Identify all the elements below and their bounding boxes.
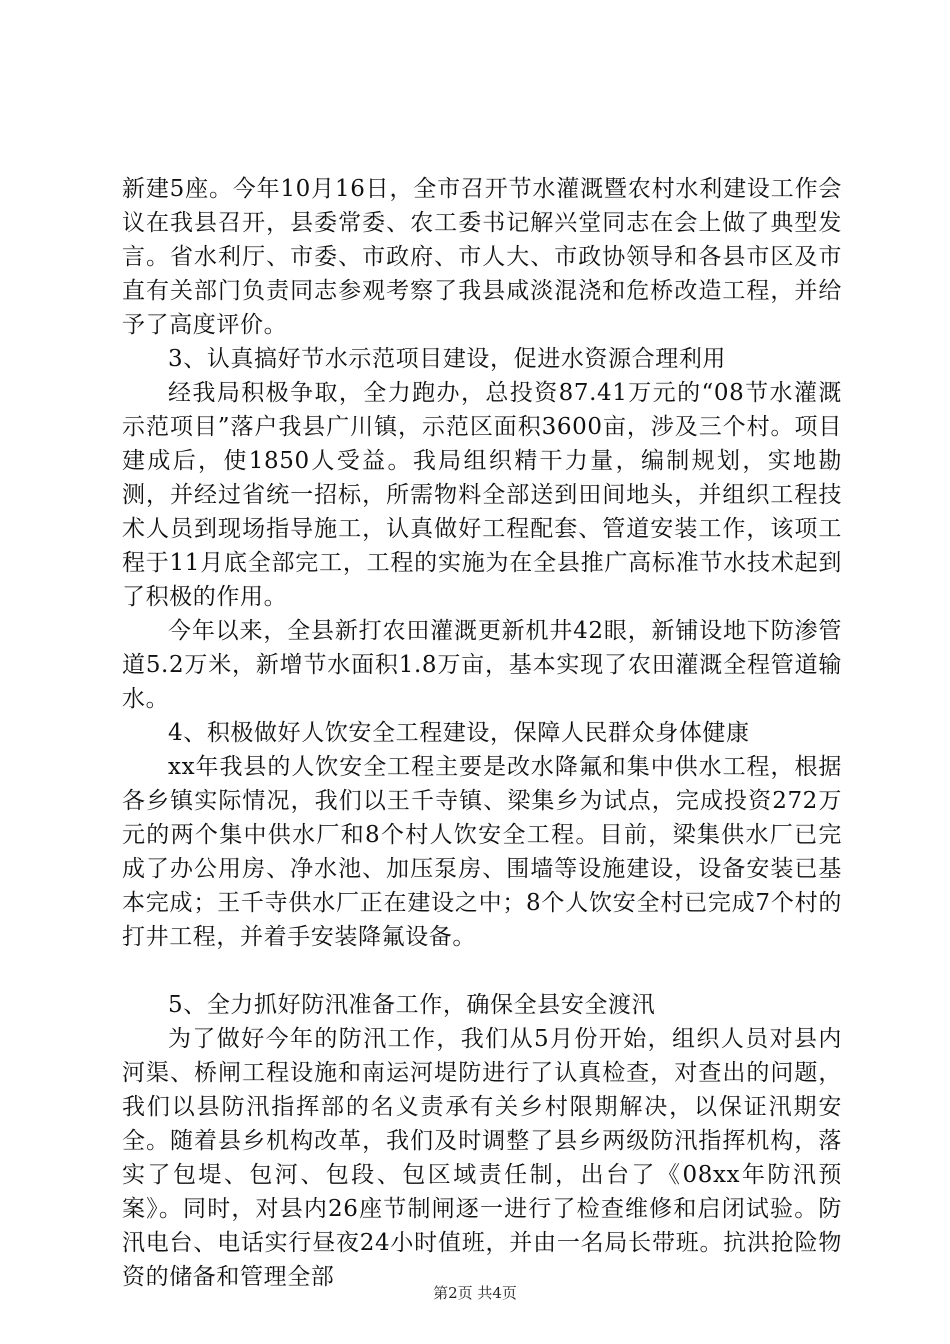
paragraph-wells-pipes: 今年以来，全县新打农田灌溉更新机井42眼，新铺设地下防渗管道5.2万米，新增节水面积1.8万亩，基本实现了农田灌溉全程管道输水。	[122, 618, 842, 712]
page-footer: 第2页 共4页	[433, 1284, 517, 1302]
paragraph-drinking-water: xx年我县的人饮安全工程主要是改水降氟和集中供水工程，根据各乡镇实际情况，我们以王千寺镇、梁集乡为试点，完成投资272万元的两个集中供水厂和8个村人饮安全工程。目前，梁集供水厂已完成了办公用房、净水池、加压泵房、围墙等设施建设，设备安装已基本完成；王千寺供水厂正在建设之中；8个人饮安全村已完成7个村的打井工程，并着手安装降氟设备。	[122, 754, 842, 950]
section-heading-4: 4、积极做好人饮安全工程建设，保障人民群众身体健康	[168, 720, 750, 746]
paragraph-water-saving-project: 经我局积极争取，全力跑办，总投资87.41万元的“08节水灌溉示范项目”落户我县广川镇，示范区面积3600亩，涉及三个村。项目建成后，使1850人受益。我局组织精干力量，编制规划，实地勘测，并经过省统一招标，所需物料全部送到田间地头，并组织工程技术人员到现场指导施工，认真做好工程配套、管道安装工作，该项工程于11月底全部完工，工程的实施为在全县推广高标准节水技术起到了积极的作用。	[122, 380, 842, 610]
paragraph-flood-prevention: 为了做好今年的防汛工作，我们从5月份开始，组织人员对县内河渠、桥闸工程设施和南运河堤防进行了认真检查，对查出的问题，我们以县防汛指挥部的名义责承有关乡村限期解决，以保证汛期安全。随着县乡机构改革，我们及时调整了县乡两级防汛指挥机构，落实了包堤、包河、包段、包区域责任制，出台了《08xx年防汛预案》。同时，对县内26座节制闸逐一进行了检查维修和启闭试验。防汛电台、电话实行昼夜24小时值班，并由一名局长带班。抗洪抢险物资的储备和管理全部	[122, 1026, 842, 1290]
document-body	[122, 172, 842, 1294]
section-heading-3: 3、认真搞好节水示范项目建设，促进水资源合理利用	[168, 346, 727, 372]
paragraph-continued: 新建5座。今年10月16日，全市召开节水灌溉暨农村水利建设工作会议在我县召开，县委常委、农工委书记解兴堂同志在会上做了典型发言。省水利厅、市委、市政府、市人大、市政协领导和各县市区及市直有关部门负责同志参观考察了我县咸淡混浇和危桥改造工程，并给予了高度评价。	[122, 176, 842, 338]
section-heading-5: 5、全力抓好防汛准备工作，确保全县安全渡汛	[168, 992, 656, 1018]
